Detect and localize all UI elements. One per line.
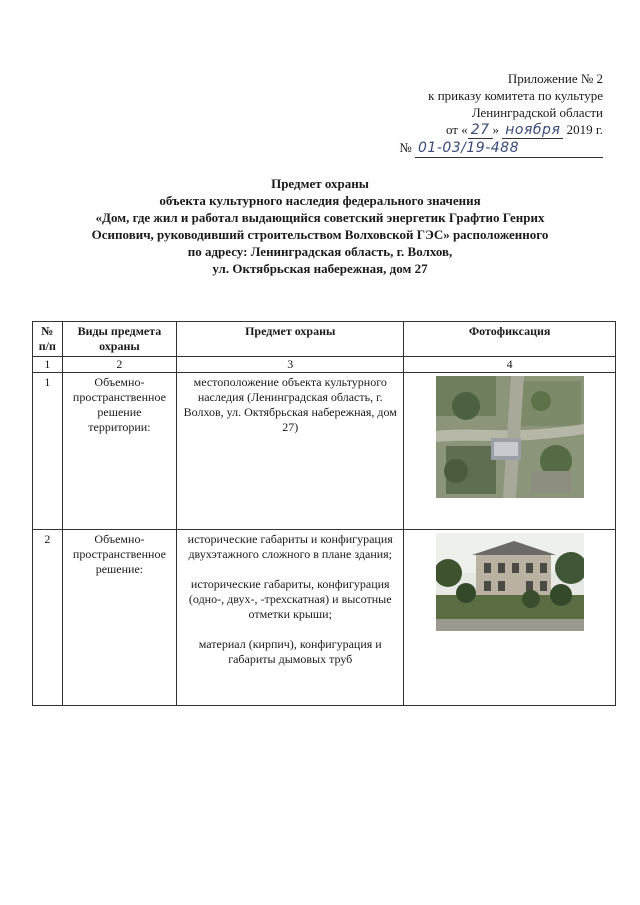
row-2-subject-item: материал (кирпич), конфигурация и габариты дымовых труб bbox=[198, 637, 382, 666]
row-2-photo-cell bbox=[404, 530, 616, 706]
protection-table bbox=[32, 321, 616, 706]
number-prefix: № bbox=[399, 140, 412, 155]
date-month: ноября bbox=[502, 122, 563, 139]
numbering-3: 3 bbox=[177, 357, 404, 373]
building-photo bbox=[436, 533, 584, 631]
table-row bbox=[33, 530, 616, 706]
header-num: № п/п bbox=[33, 322, 63, 357]
row-1-type: Объемно-пространственное решение территории: bbox=[62, 373, 177, 530]
numbering-4: 4 bbox=[404, 357, 616, 373]
header-subject: Предмет охраны bbox=[177, 322, 404, 357]
title-line-4: Осипович, руководивший строительством Волховской ГЭС» расположенного bbox=[91, 227, 549, 242]
title-line-5: по адресу: Ленинградская область, г. Волхов, bbox=[187, 244, 453, 259]
appendix-line-1: Приложение № 2 bbox=[507, 71, 603, 86]
appendix-line-3: Ленинградской области bbox=[471, 105, 603, 120]
appendix-header bbox=[343, 70, 603, 158]
appendix-line-2: к приказу комитета по культуре bbox=[428, 88, 603, 103]
table-numbering-row bbox=[33, 357, 616, 373]
appendix-date bbox=[343, 121, 603, 139]
row-1-num: 1 bbox=[33, 373, 63, 530]
appendix-number bbox=[343, 139, 603, 158]
number-value: 01-03/19-488 bbox=[418, 140, 519, 156]
header-photo: Фотофиксация bbox=[404, 322, 616, 357]
row-2-type: Объемно-пространственное решение: bbox=[62, 530, 177, 706]
table-header-row bbox=[33, 322, 616, 357]
numbering-1: 1 bbox=[33, 357, 63, 373]
document-title bbox=[40, 175, 600, 277]
date-mid: » bbox=[492, 122, 500, 137]
title-line-6: ул. Октябрьская набережная, дом 27 bbox=[212, 261, 428, 276]
row-2-num: 2 bbox=[33, 530, 63, 706]
title-line-2: объекта культурного наследия федерального значения bbox=[159, 193, 481, 208]
date-prefix: от « bbox=[445, 122, 468, 137]
row-1-subject bbox=[177, 373, 404, 530]
row-2-subject-item: исторические габариты и конфигурация двухэтажного сложного в плане здания; bbox=[187, 532, 393, 561]
title-line-1: Предмет охраны bbox=[271, 176, 369, 191]
title-line-3: «Дом, где жил и работал выдающийся советский энергетик Графтио Генрих bbox=[95, 210, 545, 225]
date-day: 27 bbox=[468, 122, 493, 139]
row-1-photo-cell bbox=[404, 373, 616, 530]
aerial-photo bbox=[436, 376, 584, 498]
header-type: Виды предмета охраны bbox=[62, 322, 177, 357]
row-2-subject-item: исторические габариты, конфигурация (одно-, двух-, -трехскатная) и высотные отметки крыши; bbox=[188, 577, 392, 621]
row-2-subject bbox=[177, 530, 404, 706]
date-suffix: 2019 г. bbox=[566, 122, 603, 137]
numbering-2: 2 bbox=[62, 357, 177, 373]
table-row bbox=[33, 373, 616, 530]
row-1-subject-item: местоположение объекта культурного наследия (Ленинградская область, г. Волхов, ул. Октябрьская набережная, дом 27) bbox=[183, 375, 397, 434]
